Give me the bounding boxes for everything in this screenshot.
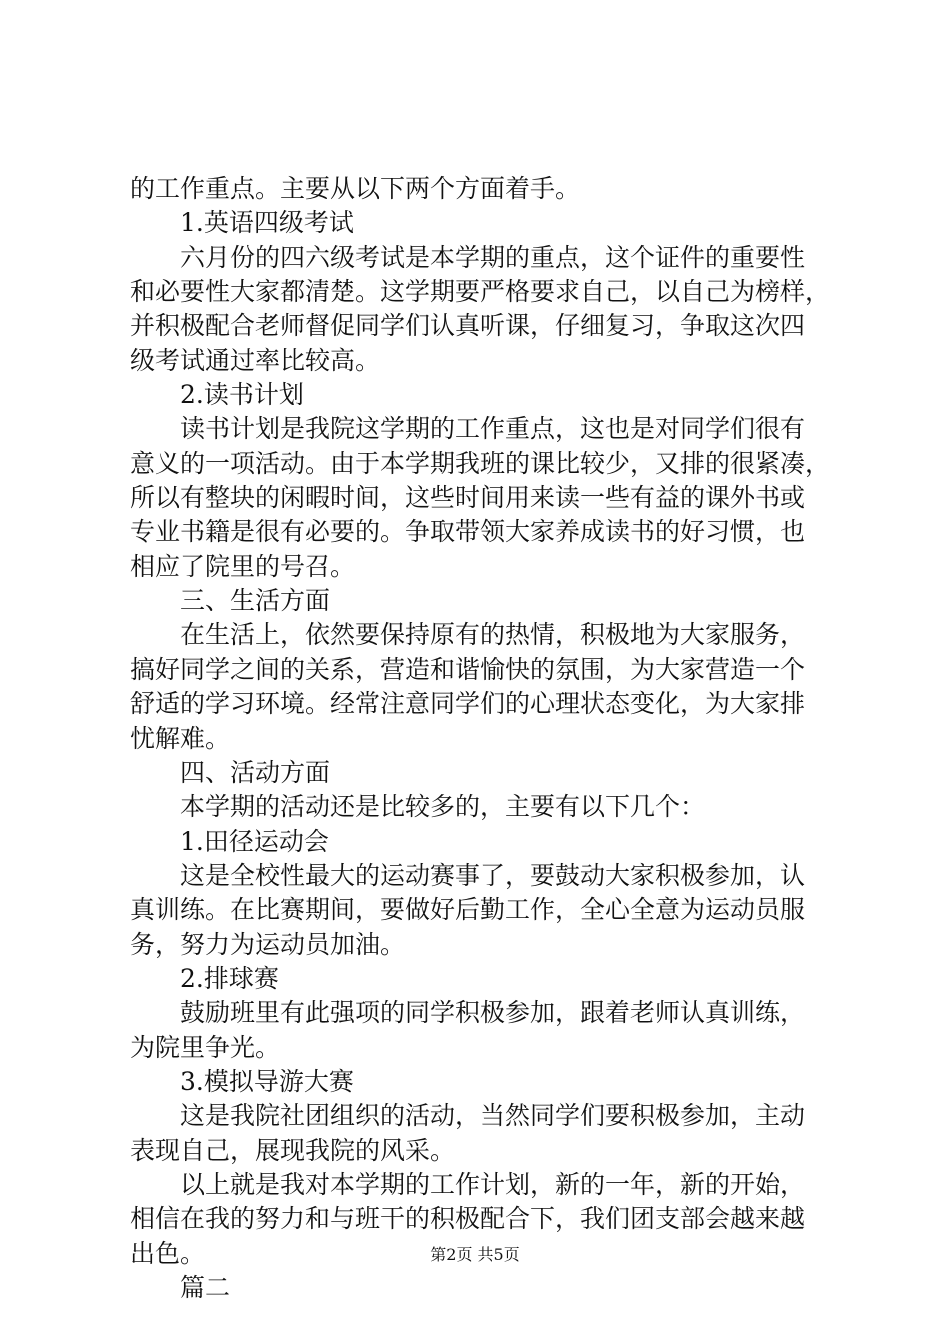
- text-line: 务，努力为运动员加油。: [130, 929, 406, 959]
- text-line: 2.排球赛: [180, 963, 279, 993]
- text-line: 所以有整块的闲暇时间，这些时间用来读一些有益的课外书或: [130, 483, 806, 513]
- text-line: 本学期的活动还是比较多的，主要有以下几个：: [180, 792, 706, 822]
- text-line: 六月份的四六级考试是本学期的重点，这个证件的重要性: [180, 242, 806, 272]
- text-line: 意义的一项活动。由于本学期我班的课比较少，又排的很紧凑，: [130, 448, 831, 478]
- text-line: 三、生活方面: [180, 586, 331, 616]
- text-line: 表现自己，展现我院的风采。: [130, 1135, 456, 1165]
- text-line: 这是全校性最大的运动赛事了，要鼓动大家积极参加，认: [180, 860, 806, 890]
- text-line: 搞好同学之间的关系，营造和谐愉快的氛围，为大家营造一个: [130, 654, 806, 684]
- text-line: 相信在我的努力和与班干的积极配合下，我们团支部会越来越: [130, 1204, 806, 1234]
- text-line: 四、活动方面: [180, 757, 331, 787]
- text-line: 以上就是我对本学期的工作计划，新的一年，新的开始，: [180, 1169, 806, 1199]
- text-line: 为院里争光。: [130, 1032, 281, 1062]
- text-line: 3.模拟导游大赛: [180, 1066, 354, 1096]
- text-line: 2.读书计划: [180, 380, 304, 410]
- document-body: [130, 172, 830, 1305]
- text-line: 舒适的学习环境。经常注意同学们的心理状态变化，为大家排: [130, 689, 806, 719]
- text-line: 出色。: [130, 1238, 206, 1268]
- text-line: 忧解难。: [130, 723, 231, 753]
- text-line: 和必要性大家都清楚。这学期要严格要求自己，以自己为榜样，: [130, 277, 831, 307]
- text-line: 真训练。在比赛期间，要做好后勤工作，全心全意为运动员服: [130, 895, 806, 925]
- page-footer: 第2页 共5页: [430, 1245, 520, 1264]
- text-line: 级考试通过率比较高。: [130, 345, 381, 375]
- text-line: 相应了院里的号召。: [130, 551, 356, 581]
- text-line: 1.田径运动会: [180, 826, 329, 856]
- text-line: 1.英语四级考试: [180, 208, 354, 238]
- text-line: 专业书籍是很有必要的。争取带领大家养成读书的好习惯，也: [130, 517, 806, 547]
- text-line: 并积极配合老师督促同学们认真听课，仔细复习，争取这次四: [130, 311, 806, 341]
- text-line: 这是我院社团组织的活动，当然同学们要积极参加，主动: [180, 1101, 806, 1131]
- text-line: 篇二: [180, 1273, 231, 1302]
- text-line: 读书计划是我院这学期的工作重点，这也是对同学们很有: [180, 414, 806, 444]
- text-line: 在生活上，依然要保持原有的热情，积极地为大家服务，: [180, 620, 806, 650]
- text-line: 鼓励班里有此强项的同学积极参加，跟着老师认真训练，: [180, 998, 806, 1028]
- text-line: 的工作重点。主要从以下两个方面着手。: [130, 174, 581, 203]
